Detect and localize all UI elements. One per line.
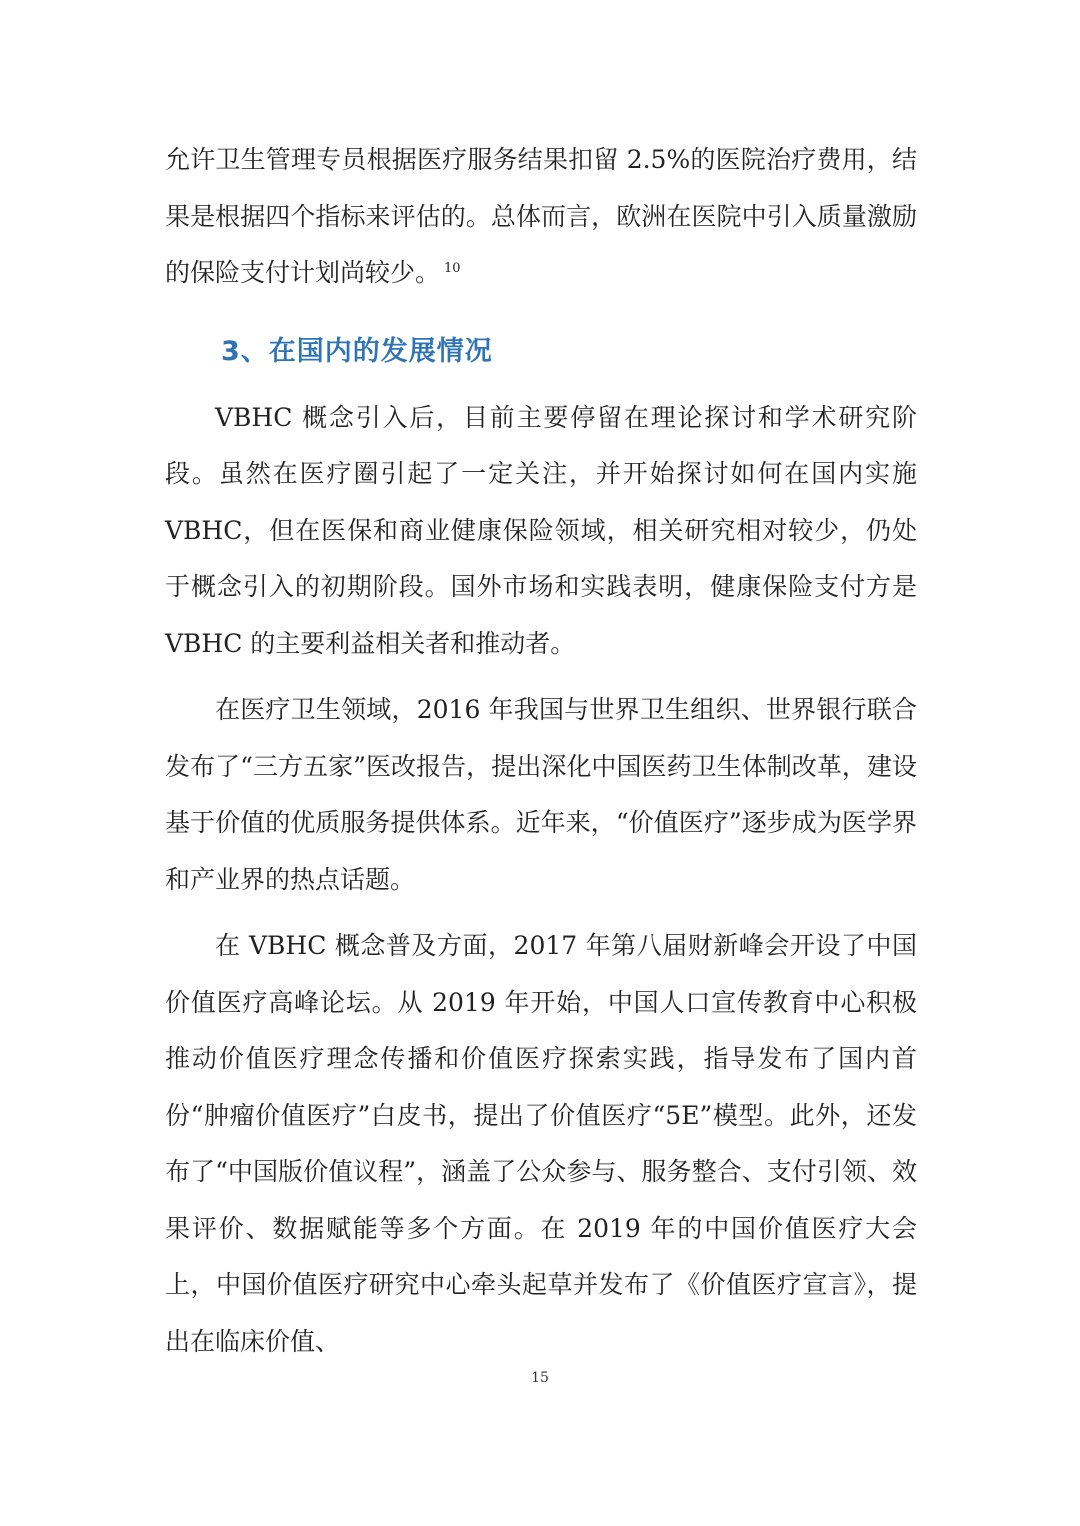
body-paragraph-2: 在医疗卫生领域，2016 年我国与世界卫生组织、世界银行联合发布了“三方五家”医改报告，提出深化中国医药卫生体制改革，建设基于价值的优质服务提供体系。近年来，“价值医疗”逐步成为医学界和产业界的热点话题。: [165, 695, 917, 894]
page-body: [165, 132, 917, 1370]
section-heading: 3、在国内的发展情况: [221, 335, 493, 367]
page-number: 15: [531, 1370, 549, 1386]
body-paragraph-3: 在 VBHC 概念普及方面，2017 年第八届财新峰会开设了中国价值医疗高峰论坛。从 2019 年开始，中国人口宣传教育中心积极推动价值医疗理念传播和价值医疗探索实践，指导发布了国内首份“肿瘤价值医疗”白皮书，提出了价值医疗“5E”模型。此外，还发布了“中国版价值议程”，涵盖了公众参与、服务整合、支付引领、效果评价、数据赋能等多个方面。在 2019 年的中国价值医疗大会上，中国价值医疗研究中心牵头起草并发布了《价值医疗宣言》，提出在临床价值、: [165, 931, 917, 1356]
continuation-paragraph: [165, 132, 917, 302]
continuation-text: 允许卫生管理专员根据医疗服务结果扣留 2.5%的医院治疗费用，结果是根据四个指标来评估的。总体而言，欧洲在医院中引入质量激励的保险支付计划尚较少。: [165, 145, 917, 287]
footnote-reference[interactable]: 10: [444, 260, 461, 276]
body-paragraph-1: VBHC 概念引入后，目前主要停留在理论探讨和学术研究阶段。虽然在医疗圈引起了一定关注，并开始探讨如何在国内实施 VBHC，但在医保和商业健康保险领域，相关研究相对较少，仍处于概念引入的初期阶段。国外市场和实践表明，健康保险支付方是 VBHC 的主要利益相关者和推动者。: [165, 402, 917, 658]
